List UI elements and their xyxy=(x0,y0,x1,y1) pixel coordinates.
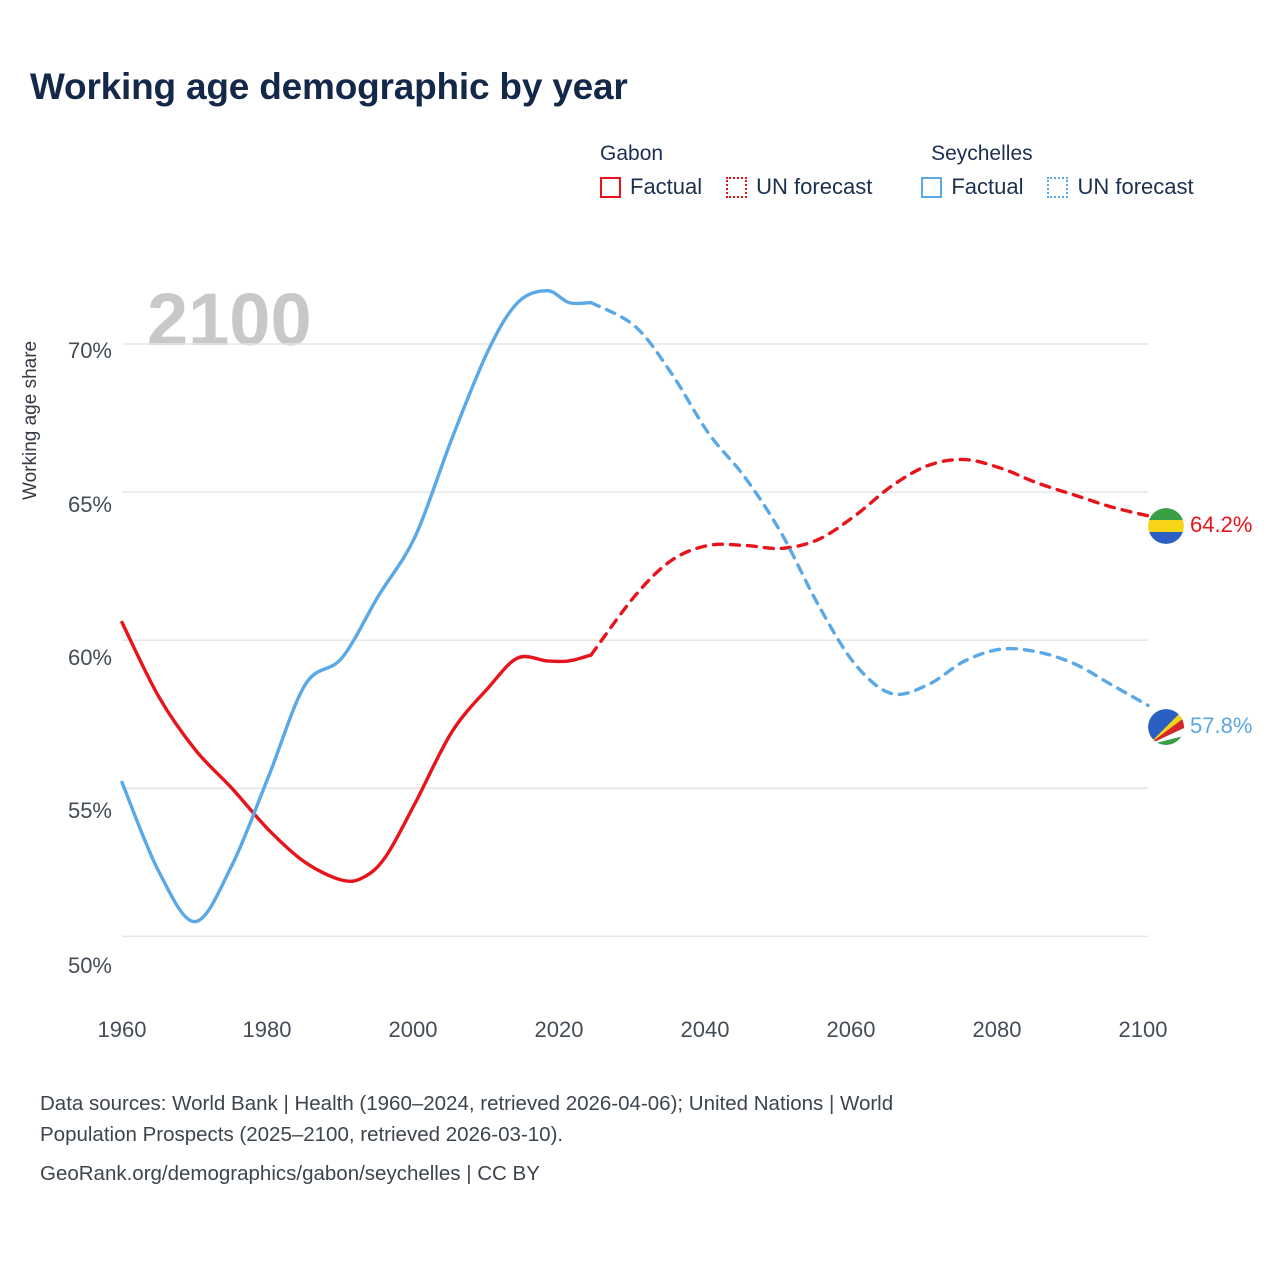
end-label-gabon: 64.2% xyxy=(1190,512,1253,537)
legend-label: Factual xyxy=(951,174,1024,199)
x-tick-label: 2000 xyxy=(388,1017,438,1042)
y-tick-label: 60% xyxy=(67,645,112,670)
series-line xyxy=(591,459,1148,655)
x-tick-label: 1960 xyxy=(97,1017,147,1042)
gridlines xyxy=(122,344,1148,936)
x-tick-label: 1980 xyxy=(242,1017,292,1042)
series-line xyxy=(122,291,591,922)
y-tick-label: 70% xyxy=(67,338,112,363)
end-label-seychelles: 57.8% xyxy=(1190,713,1253,738)
x-tick-label: 2060 xyxy=(826,1017,876,1042)
legend-label: UN forecast xyxy=(1077,174,1194,199)
x-tick-label: 2080 xyxy=(972,1017,1022,1042)
x-tick-label: 2020 xyxy=(534,1017,584,1042)
footer-sources-line2: Population Prospects (2025–2100, retrieved 2026-03-10). xyxy=(40,1123,564,1147)
y-tick-label: 55% xyxy=(67,798,112,823)
flag-icon-gabon xyxy=(1148,508,1184,544)
footer xyxy=(40,1088,1220,1189)
watermark-year: 2100 xyxy=(147,278,312,361)
y-axis-label: Working age share xyxy=(20,340,41,500)
flag-icon-seychelles xyxy=(1148,709,1184,745)
footer-attribution[interactable]: GeoRank.org/demographics/gabon/seychelles | CC BY xyxy=(40,1162,540,1186)
legend-group-title-seychelles: Seychelles xyxy=(931,142,1033,165)
series-lines xyxy=(122,291,1148,922)
series-line xyxy=(122,622,591,881)
legend-label: UN forecast xyxy=(756,174,873,199)
y-tick-label: 50% xyxy=(67,953,112,978)
footer-sources-line1: Data sources: World Bank | Health (1960–2024, retrieved 2026-04-06); United Nations | World xyxy=(40,1092,894,1115)
legend-label: Factual xyxy=(630,174,703,199)
x-tick-label: 2040 xyxy=(680,1017,730,1042)
legend-group-title-gabon: Gabon xyxy=(600,142,664,165)
x-tick-label: 2100 xyxy=(1118,1017,1168,1042)
y-tick-label: 65% xyxy=(67,492,112,517)
page-title: Working age demographic by year xyxy=(30,66,628,107)
